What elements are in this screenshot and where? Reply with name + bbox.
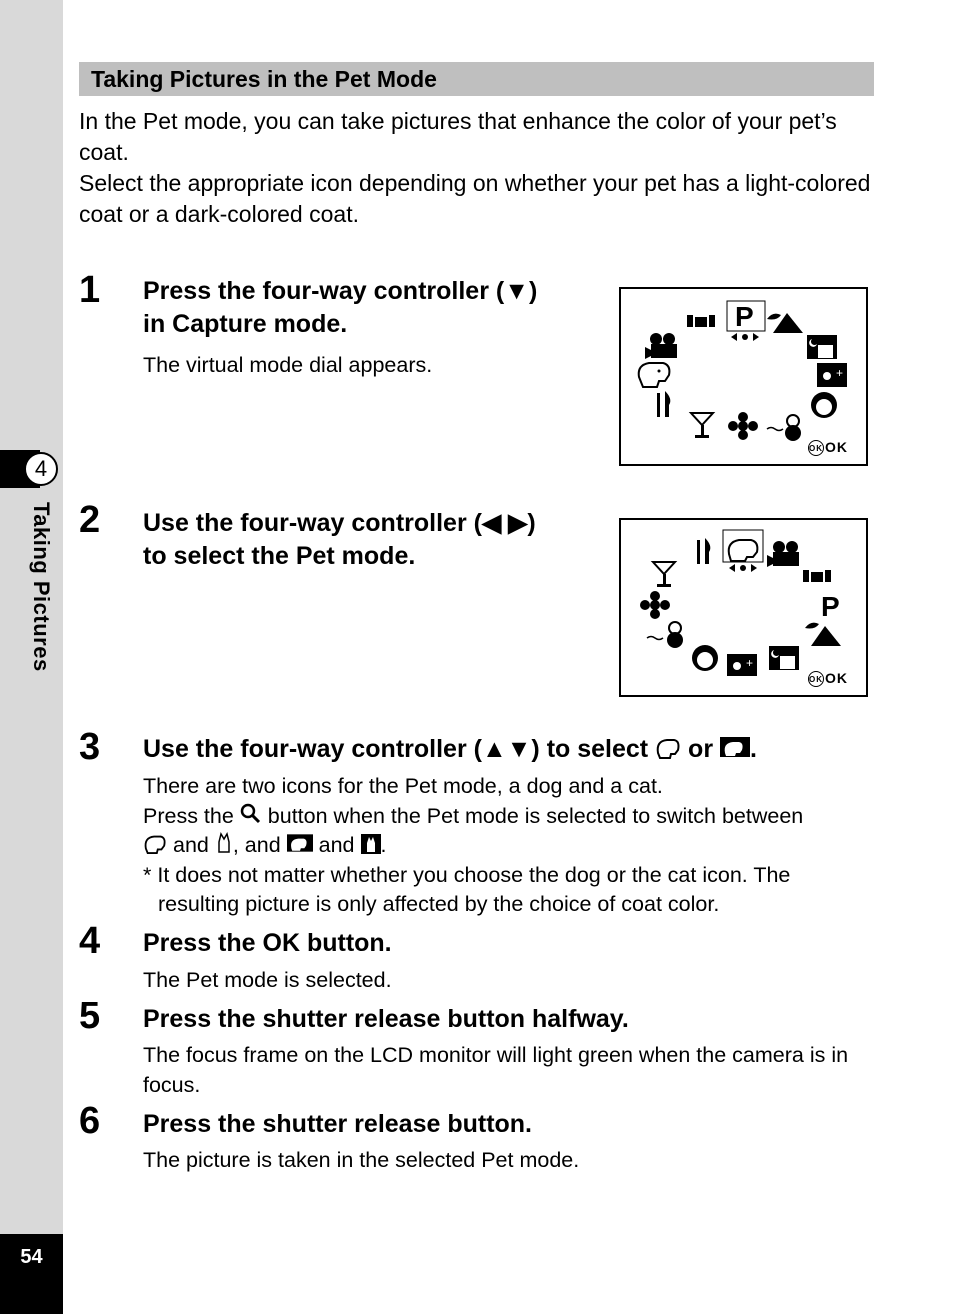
- cocktail-icon: [653, 562, 675, 587]
- program-mode-icon: [727, 301, 765, 332]
- step-4-title: Press the OK button.: [143, 929, 392, 957]
- zoom-magnifier-icon: [240, 803, 262, 825]
- landscape-icon: [805, 623, 841, 646]
- mode-dial-screen-2: [619, 518, 868, 697]
- step-2-title-line-2: to select the Pet mode.: [143, 542, 416, 570]
- food-icon: [657, 391, 670, 417]
- snow-icon: [647, 622, 683, 648]
- step-2-title: [143, 507, 536, 573]
- step-1-title-line-2: in Capture mode.: [143, 310, 348, 338]
- step-3-and-2: , and: [232, 833, 281, 857]
- svg-text:+: +: [746, 656, 754, 670]
- ok-button-icon: [808, 670, 848, 687]
- intro-paragraph-1: In the Pet mode, you can take pictures that enhance the color of your pet’s coat.: [79, 108, 837, 165]
- portrait-night-icon: [817, 363, 847, 387]
- snow-icon: [767, 415, 801, 441]
- intro-text: [79, 106, 879, 230]
- chapter-tab: [0, 450, 63, 488]
- dog-light-icon: [143, 832, 167, 854]
- step-3-title-text: Use the four-way controller (▲▼) to select: [143, 735, 649, 763]
- food-icon: [697, 538, 710, 564]
- cat-light-icon: [215, 832, 233, 854]
- dog-dark-icon: [287, 832, 313, 854]
- movie-icon: [767, 541, 799, 567]
- step-1-title: [143, 275, 537, 341]
- step-5-number: 5: [79, 995, 101, 1037]
- dog-light-icon-selected: [723, 530, 763, 562]
- step-3-body: [143, 772, 878, 920]
- ok-label: OK: [825, 438, 848, 455]
- svg-text:+: +: [836, 366, 844, 380]
- movie-icon: [645, 333, 677, 359]
- step-3-title-or: or: [688, 735, 714, 763]
- step-2-title-line-1: Use the four-way controller (◀ ▶): [143, 509, 536, 537]
- night-scene-icon: [807, 335, 837, 359]
- dog-light-icon: [655, 735, 681, 759]
- intro-paragraph-2: Select the appropriate icon depending on whether your pet has a light-colored coat or a dark-colored coat.: [79, 170, 871, 227]
- night-scene-icon: [769, 646, 799, 670]
- chapter-title: Taking Pictures: [29, 502, 54, 672]
- step-3-body-line-3: and , and and .: [143, 831, 878, 861]
- step-3-body-line-1: There are two icons for the Pet mode, a dog and a cat.: [143, 774, 663, 798]
- dog-light-icon: [639, 363, 670, 387]
- step-3-body-line-2: [143, 802, 878, 832]
- step-3-note-line-2: resulting picture is only affected by the choice of coat color.: [158, 892, 720, 916]
- landscape-icon: [767, 313, 803, 333]
- page-number: 54: [0, 1234, 63, 1314]
- portrait-icon: [692, 645, 718, 671]
- selector-arrows: [729, 564, 757, 572]
- step-3-title: Use the four-way controller (▲▼) to select or .: [143, 735, 757, 763]
- step-4-number: 4: [79, 920, 101, 962]
- ok-label: OK: [825, 669, 848, 686]
- mode-dial-screen-1: [619, 287, 868, 466]
- step-3-switch-text: button when the Pet mode is selected to switch between: [267, 803, 804, 828]
- step-3-and-1: and: [172, 833, 209, 857]
- program-mark: P: [821, 591, 840, 622]
- chapter-title-vertical: [28, 502, 58, 702]
- step-3-and-3: and: [318, 833, 355, 857]
- step-6-body: The picture is taken in the selected Pet mode.: [143, 1148, 580, 1172]
- selector-arrows: [731, 333, 759, 341]
- dog-dark-icon: [720, 735, 750, 759]
- ok-button-icon: [808, 439, 848, 456]
- step-3-press-the: Press the: [143, 803, 234, 828]
- flower-icon: [728, 412, 758, 440]
- step-6-title: Press the shutter release button.: [143, 1110, 533, 1138]
- step-3-note-line-1: * It does not matter whether you choose the dog or the cat icon. The: [143, 862, 791, 887]
- cocktail-icon: [691, 413, 713, 438]
- step-5-title: Press the shutter release button halfway.: [143, 1005, 629, 1033]
- step-5-body: The focus frame on the LCD monitor will light green when the camera is in focus.: [143, 1043, 849, 1097]
- ok-mark: OK: [808, 671, 824, 687]
- panorama-icon: [803, 570, 831, 582]
- program-mark: P: [735, 301, 754, 332]
- flower-icon: [640, 591, 670, 619]
- step-1-title-line-1: Press the four-way controller (▼): [143, 277, 538, 305]
- step-1-number: 1: [79, 269, 101, 311]
- step-4-body: The Pet mode is selected.: [143, 968, 392, 992]
- ok-mark: OK: [808, 440, 824, 456]
- portrait-night-icon: [727, 654, 757, 676]
- cat-dark-icon: [361, 832, 381, 854]
- step-3-number: 3: [79, 726, 101, 768]
- step-1-body: The virtual mode dial appears.: [143, 353, 433, 377]
- step-2-number: 2: [79, 499, 101, 541]
- program-mode-icon: [821, 591, 840, 622]
- portrait-icon: [811, 392, 837, 418]
- chapter-number: 4: [24, 452, 58, 486]
- section-title: Taking Pictures in the Pet Mode: [79, 62, 874, 96]
- step-6-number: 6: [79, 1100, 101, 1142]
- panorama-icon: [687, 315, 715, 327]
